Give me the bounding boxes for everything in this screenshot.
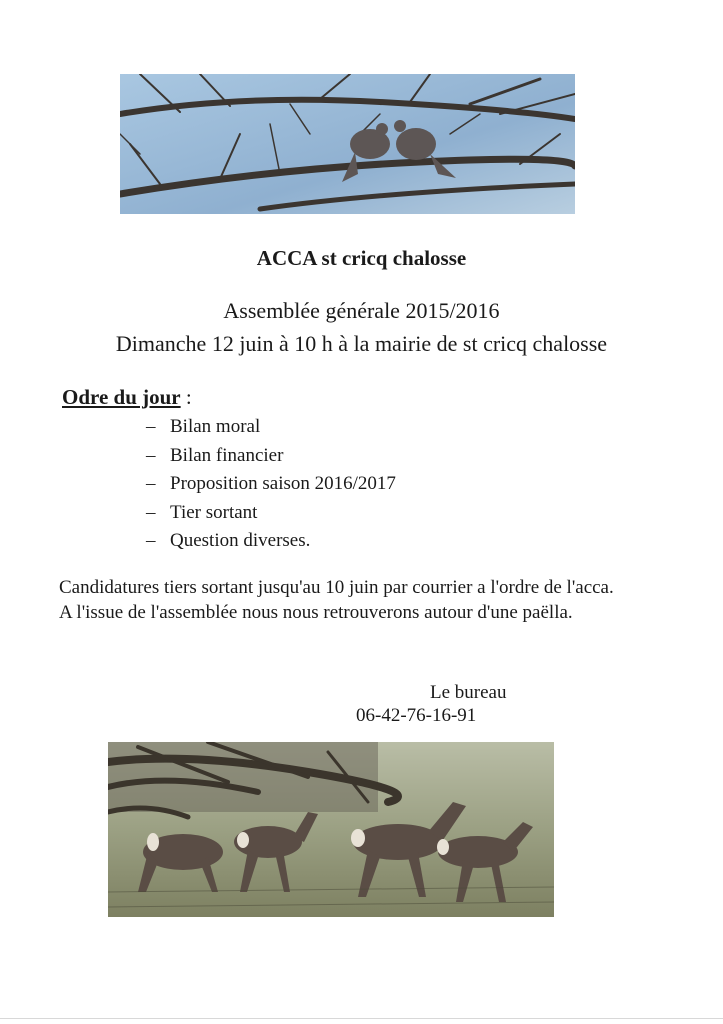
agenda-item: – Bilan financier <box>146 442 396 471</box>
document-title: ACCA st cricq chalosse <box>256 246 467 270</box>
agenda-item: – Question diverses. <box>146 527 396 556</box>
candidatures-paragraph: Candidatures tiers sortant jusqu'au 10 juin par courrier a l'ordre de l'acca. <box>59 577 614 598</box>
agenda-heading-text: Odre du jour <box>62 385 181 409</box>
page-bottom-edge <box>0 1018 723 1019</box>
agenda-item: – Tier sortant <box>146 499 396 528</box>
pigeons-photo <box>120 74 575 214</box>
deer-photo <box>108 742 554 917</box>
agenda-item: – Bilan moral <box>146 413 396 442</box>
info-paragraphs <box>59 576 659 625</box>
agenda-heading <box>62 385 192 410</box>
agenda-list <box>146 413 396 556</box>
agenda-item: – Proposition saison 2016/2017 <box>146 470 396 499</box>
phone-number: 06-42-76-16-91 <box>356 705 477 726</box>
paella-paragraph: A l'issue de l'assemblée nous nous retrouverons autour d'une paëlla. <box>59 601 573 623</box>
signature: Le bureau <box>430 682 507 703</box>
agenda-heading-colon: : <box>180 385 192 409</box>
date-location-line: Dimanche 12 juin à 10 h à la mairie de st cricq chalosse <box>115 331 608 356</box>
assembly-line: Assemblée générale 2015/2016 <box>223 298 500 323</box>
